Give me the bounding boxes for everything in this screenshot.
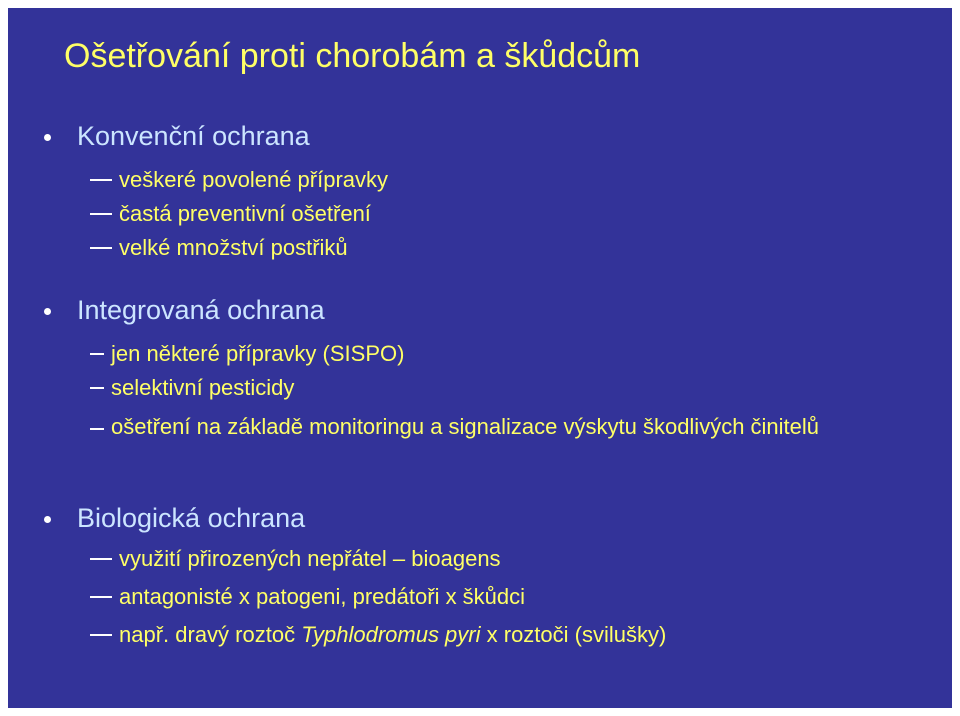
- sub-item-text: selektivní pesticidy: [111, 375, 295, 400]
- sub-item: [8, 541, 952, 576]
- section-conventional: [8, 116, 952, 156]
- section-integrated: [8, 290, 952, 330]
- section-heading: Konvenční ochrana: [77, 121, 310, 151]
- sub-item-text: [119, 617, 666, 652]
- dash-icon: [90, 428, 104, 430]
- dash-icon: [90, 247, 112, 249]
- dash-icon: [90, 558, 112, 560]
- species-name-italic: Typhlodromus pyri: [301, 622, 481, 647]
- sub-item: [8, 411, 952, 481]
- sub-item-text: častá preventivní ošetření: [119, 201, 371, 226]
- slide: [8, 8, 952, 708]
- sub-item: [8, 230, 952, 265]
- sub-item: [8, 162, 952, 197]
- sub-item-text-before: např. dravý roztoč: [119, 622, 302, 647]
- sub-item: [8, 579, 952, 614]
- dash-icon: [90, 353, 104, 355]
- sub-item: [8, 196, 952, 231]
- sub-item: [8, 370, 952, 405]
- sub-item-text: využití přirozených nepřátel – bioagens: [119, 546, 501, 571]
- bullet-item: [8, 498, 952, 538]
- bullet-dot-icon: [44, 308, 51, 315]
- dash-icon: [90, 634, 112, 636]
- sub-item-text-after: x roztoči (svilušky): [480, 622, 667, 647]
- sub-item: [8, 336, 952, 371]
- sub-item: [8, 617, 952, 652]
- sub-item-text: jen některé přípravky (SISPO): [111, 341, 405, 366]
- sub-item-text: veškeré povolené přípravky: [119, 167, 389, 192]
- section-biological: [8, 498, 952, 538]
- dash-icon: [90, 179, 112, 181]
- bullet-item: [8, 116, 952, 156]
- bullet-dot-icon: [44, 516, 51, 523]
- section-heading: Integrovaná ochrana: [77, 295, 325, 325]
- sub-item-text: antagonisté x patogeni, predátoři x škůdci: [119, 584, 526, 609]
- slide-title: Ošetřování proti chorobám a škůdcům: [64, 37, 641, 75]
- dash-icon: [90, 387, 104, 389]
- dash-icon: [90, 213, 112, 215]
- sub-item-text: velké množství postřiků: [119, 235, 348, 260]
- sub-item-text: ošetření na základě monitoringu a signalizace výskytu škodlivých činitelů: [111, 414, 820, 439]
- bullet-dot-icon: [44, 134, 51, 141]
- bullet-item: [8, 290, 952, 330]
- dash-icon: [90, 596, 112, 598]
- section-heading: Biologická ochrana: [77, 503, 306, 533]
